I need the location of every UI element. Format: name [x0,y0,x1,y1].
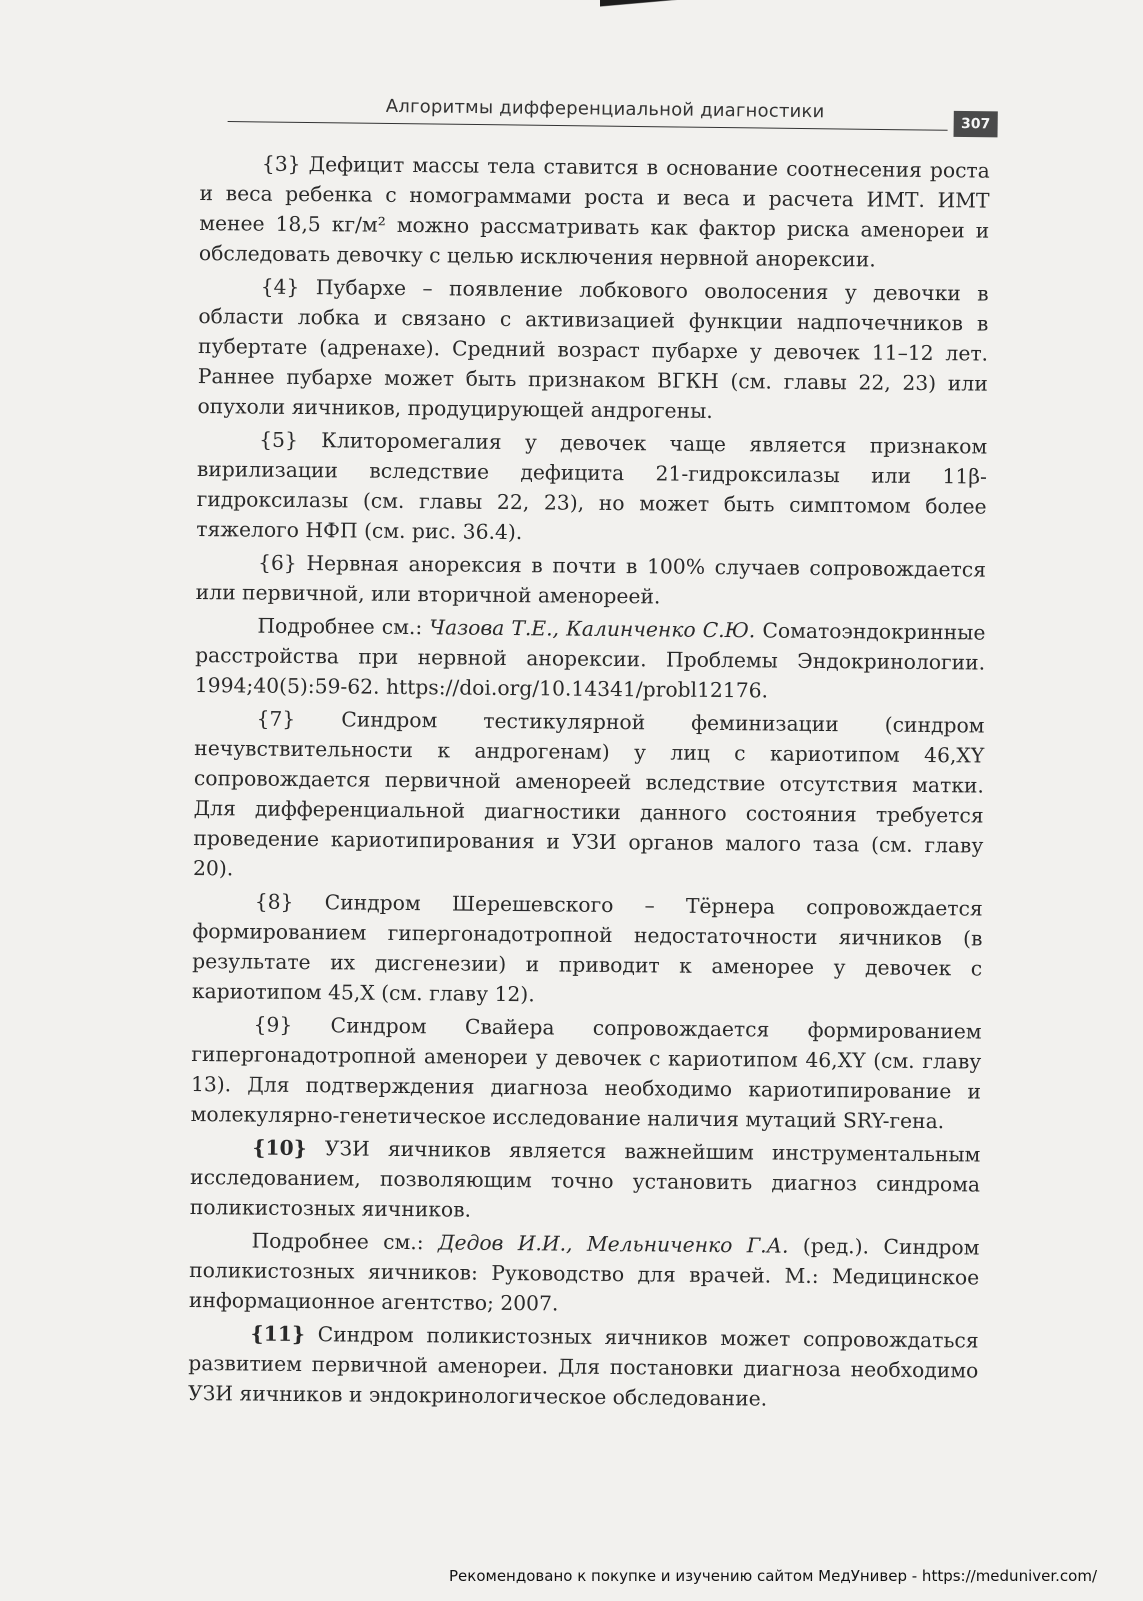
note-text: Синдром поликистозных яичников может сопровождаться развитием первичной аменореи. Для постановки диагноза необходимо УЗИ яичников и эндокринологическое обследование. [187,1322,979,1411]
reference-authors: Дедов И.И., Мельниченко Г.А. [437,1230,789,1258]
paragraph-4 [197,271,988,429]
note-text: Синдром Шерешевского – Тёрнера сопровождается формированием гипергонадотропной недостаточности яичников (в результате их дисгенезии) и приводит к аменорее у девочек с кариотипом 45,X (см. главу 12). [191,889,983,1007]
paragraph-5 [196,424,987,552]
reference-prefix: Подробнее см.: [251,1228,439,1255]
header-rule [228,121,948,131]
paragraph-7 [193,703,985,891]
note-number: {6} [257,550,297,575]
reference-authors: Чазова Т.Е., Калинченко С.Ю. [429,615,756,643]
reference-rest: Соматоэндокринные расстройства при нервной анорексии. Проблемы Эндокринологии. 1994;40(5):59-62. https://doi.org/10.14341/probl12176. [194,618,986,703]
note-text: Дефицит массы тела ставится в основание соотнесения роста и веса ребенка с номограммами роста и веса и расчета ИМТ. ИМТ менее 18,5 кг/м² можно рассматривать как фактор риска аменореи и обследовать девочку с целью исключения нервной анорексии. [198,151,990,272]
reference-1 [195,610,986,708]
note-text: Клиторомегалия у девочек чаще является признаком вирилизации вследствие дефицита 21-гидроксилазы или 11β-гидроксилазы (см. главы 22, 23), но может быть симптомом более тяжелого НФП (см. рис. 36.4). [196,427,988,545]
note-number: {10} [252,1135,307,1161]
note-number: {8} [254,889,294,914]
paragraph-11 [188,1318,979,1416]
note-number: {11} [250,1321,306,1347]
note-number: {7} [256,706,296,731]
note-text: Нервная анорексия в почти в 100% случаев сопровождается или первичной, или вторичной аменореей. [195,550,987,609]
note-text: Синдром тестикулярной феминизации (синдром нечувствительности к андрогенам) у лиц с кариотипом 46,XY сопровождается первичной аменореей вследствие отсутствия матки. Для дифференциальной диагностики данного состояния требуется проведение кариотипирования и УЗИ органов малого таза (см. главу 20). [192,706,985,881]
running-header [228,92,1008,140]
reference-rest: (ред.). Синдром поликистозных яичников: Руководство для врачей. М.: Медицинское информационное агентство; 2007. [188,1233,980,1316]
note-number: {5} [259,427,299,452]
paragraph-10 [190,1132,981,1230]
note-text: Синдром Свайера сопровождается формированием гипергонадотропной аменореи у девочек с кариотипом 46,XY (см. главу 13). Для подтверждения диагноза необходимо кариотипирование и молекулярно-генетическое исследование наличия мутаций SRY-гена. [190,1012,982,1134]
note-number: {4} [260,274,300,299]
paragraph-3 [199,148,990,276]
note-number: {3} [261,151,301,176]
paragraph-9 [191,1009,982,1137]
reference-2 [189,1225,980,1323]
paragraph-8 [192,886,983,1014]
footer-link-text: Рекомендовано к покупке и изучению сайтом МедУнивер - https://meduniver.com/ [449,1567,1097,1585]
page-edge-shadow [600,0,1143,20]
body-text [188,148,990,1419]
note-text: Пубархе – появление лобкового оволосения у девочки в области лобка и связано с активизацией функции надпочечников в пубертате (адренахе). Средний возраст пубархе у девочек 11–12 лет. Раннее пубархе может быть признаком ВГКН (см. главы 22, 23) или опухоли яичников, продуцирующей андрогены. [197,274,989,423]
running-title: Алгоритмы дифференциальной диагностики [385,95,825,123]
note-text: УЗИ яичников является важнейшим инструментальным исследованием, позволяющим точно установить диагноз синдрома поликистозных яичников. [189,1136,981,1222]
paragraph-6 [196,547,987,615]
note-number: {9} [253,1012,293,1037]
page-number: 307 [954,111,998,138]
reference-prefix: Подробнее см.: [257,613,430,640]
